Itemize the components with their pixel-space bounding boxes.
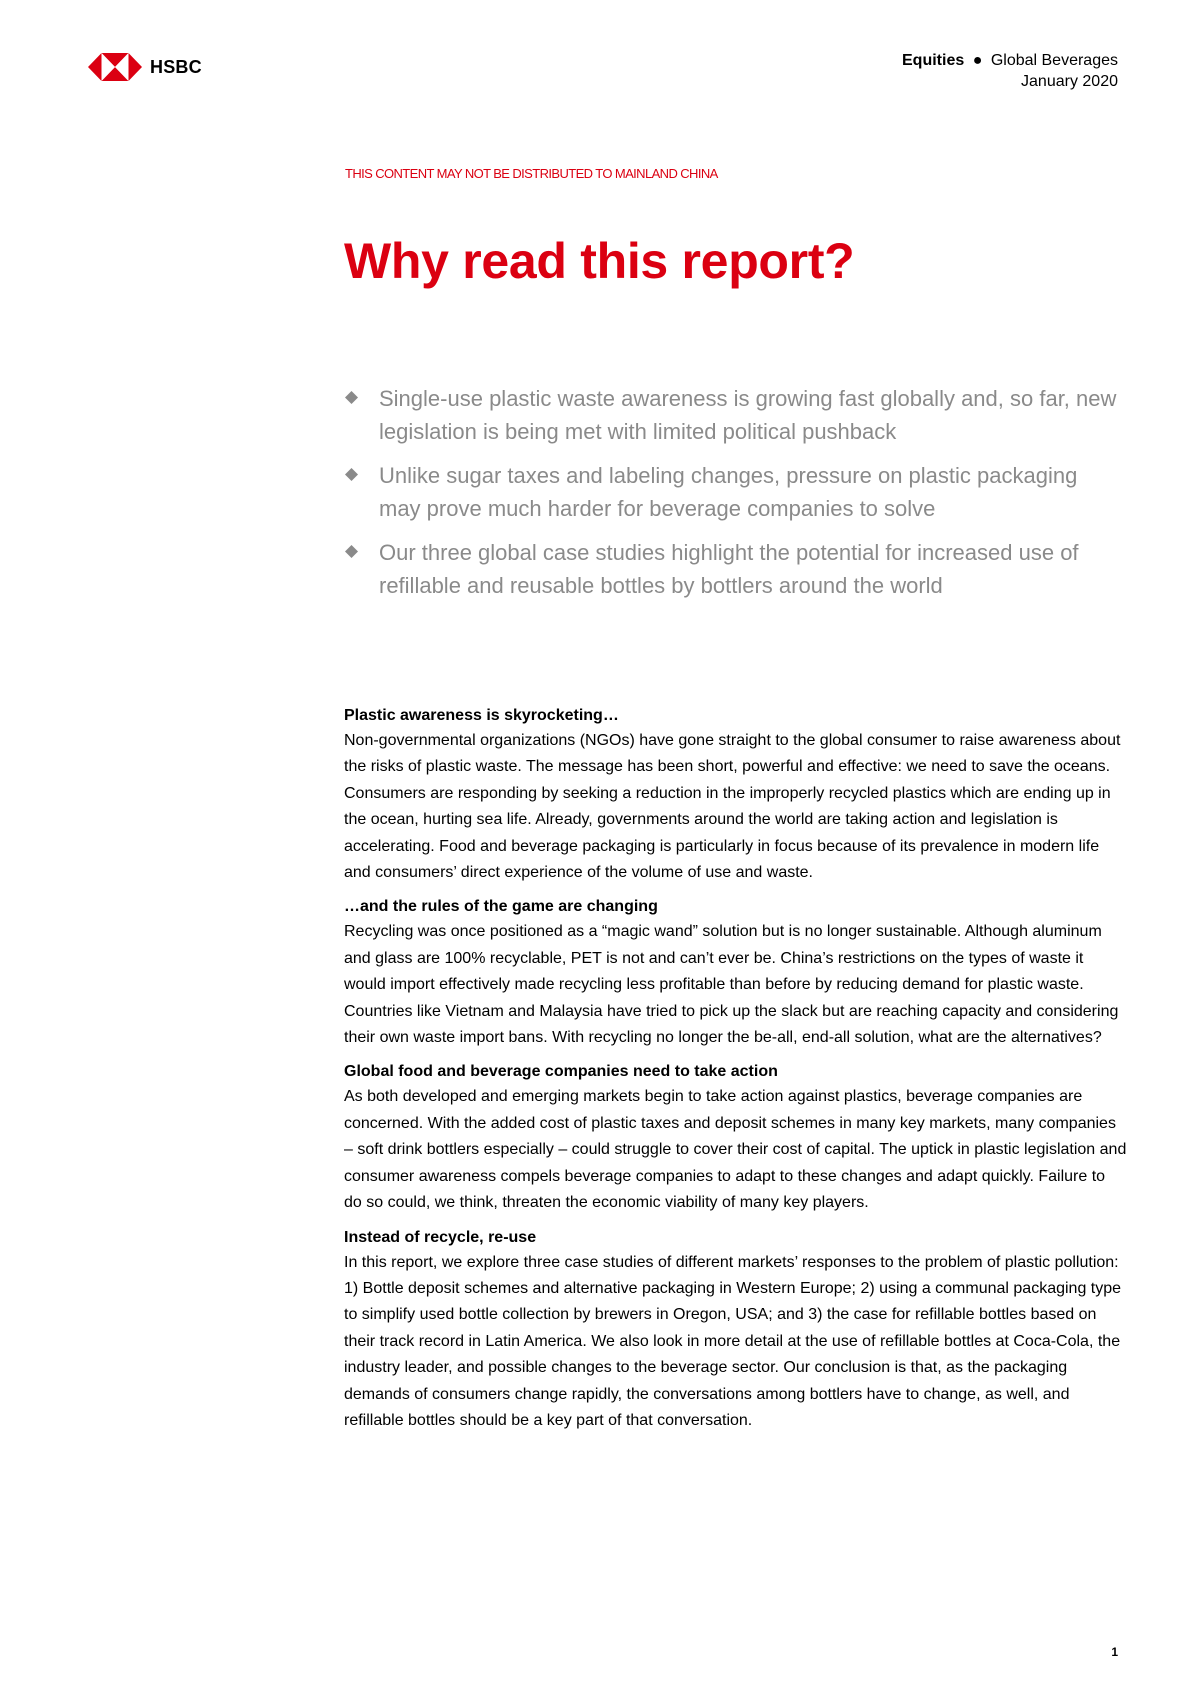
key-point [343, 382, 1123, 448]
section-take-action [344, 1061, 1127, 1216]
distribution-disclaimer: THIS CONTENT MAY NOT BE DISTRIBUTED TO MAINLAND CHINA [345, 166, 718, 181]
key-point [343, 459, 1123, 525]
separator-dot: ● [972, 52, 983, 69]
section-plastic-awareness [344, 705, 1127, 886]
section-rules-changing [344, 896, 1127, 1051]
section-paragraph: Non-governmental organizations (NGOs) have gone straight to the global consumer to raise awareness about the risks of plastic waste. The message has been short, powerful and effective: we need to save the oceans. Consumers are responding by seeking a reduction in the improperly recycled plastics which are ending up in the ocean, hurting sea life. Already, governments around the world are taking action and legislation is accelerating. Food and beverage packaging is particularly in focus because of its prevalence in modern life and consumers’ direct experience of the volume of use and waste. [344, 732, 1121, 882]
key-point-text: Single-use plastic waste awareness is growing fast globally and, so far, new legislation is being met with limited political pushback [379, 386, 1117, 444]
section-heading: …and the rules of the game are changing [344, 898, 658, 916]
section-heading: Plastic awareness is skyrocketing… [344, 707, 619, 724]
section-heading: Instead of recycle, re-use [344, 1228, 537, 1246]
section-heading: Global food and beverage companies need to take action [344, 1063, 778, 1081]
diamond-bullet-icon [345, 545, 358, 558]
section-paragraph: Recycling was once positioned as a “magic wand” solution but is no longer sustainable. Although aluminum and glass are 100% recyclable, PET is not and can’t ever be. China’s restrictions on the types of waste it would import effectively made recycling less profitable than before by reducing demand for plastic waste. Countries like Vietnam and Malaysia have tried to pick up the slack but are reaching capacity and considering their own waste import bans. With recycling no longer the be-all, end-all solution, what are the alternatives? [344, 923, 1119, 1047]
page-number: 1 [1111, 1645, 1118, 1659]
report-date: January 2020 [1021, 73, 1118, 90]
diamond-bullet-icon [345, 468, 358, 481]
report-header [902, 50, 1118, 92]
diamond-bullet-icon [345, 391, 358, 404]
key-point-text: Our three global case studies highlight the potential for increased use of refillable and reusable bottles by bottlers around the world [379, 540, 1079, 598]
page-title: Why read this report? [344, 233, 855, 289]
key-point [343, 536, 1123, 602]
hsbc-logo [88, 53, 202, 81]
key-points-list [343, 382, 1123, 613]
report-category-line [902, 50, 1118, 71]
key-point-text: Unlike sugar taxes and labeling changes, pressure on plastic packaging may prove much harder for beverage companies to solve [379, 463, 1078, 521]
report-category: Equities [902, 52, 965, 69]
logo-wordmark: HSBC [150, 56, 202, 77]
section-paragraph: In this report, we explore three case studies of different markets’ responses to the problem of plastic pollution: 1) Bottle deposit schemes and alternative packaging in Western Europe; 2) using a communal packaging type to simplify used bottle collection by brewers in Oregon, USA; and 3) the case for refillable bottles based on their track record in Latin America. We also look in more detail at the use of refillable bottles at Coca-Cola, the industry leader, and possible changes to the beverage sector. Our conclusion is that, as the packaging demands of consumers change rapidly, the conversations among bottlers have to change, as well, and refillable bottles should be a key part of that conversation. [344, 1253, 1122, 1429]
report-body [344, 705, 1127, 1444]
section-reuse [344, 1227, 1127, 1435]
hsbc-hexagon-icon [88, 53, 142, 81]
report-subcategory: Global Beverages [990, 52, 1118, 69]
section-paragraph: As both developed and emerging markets begin to take action against plastics, beverage companies are concerned. With the added cost of plastic taxes and deposit schemes in many key markets, many companies – soft drink bottlers especially – could struggle to cover their cost of capital. The uptick in plastic legislation and consumer awareness compels beverage companies to adapt to these changes and adapt quickly. Failure to do so could, we think, threaten the economic viability of many key players. [344, 1088, 1127, 1212]
